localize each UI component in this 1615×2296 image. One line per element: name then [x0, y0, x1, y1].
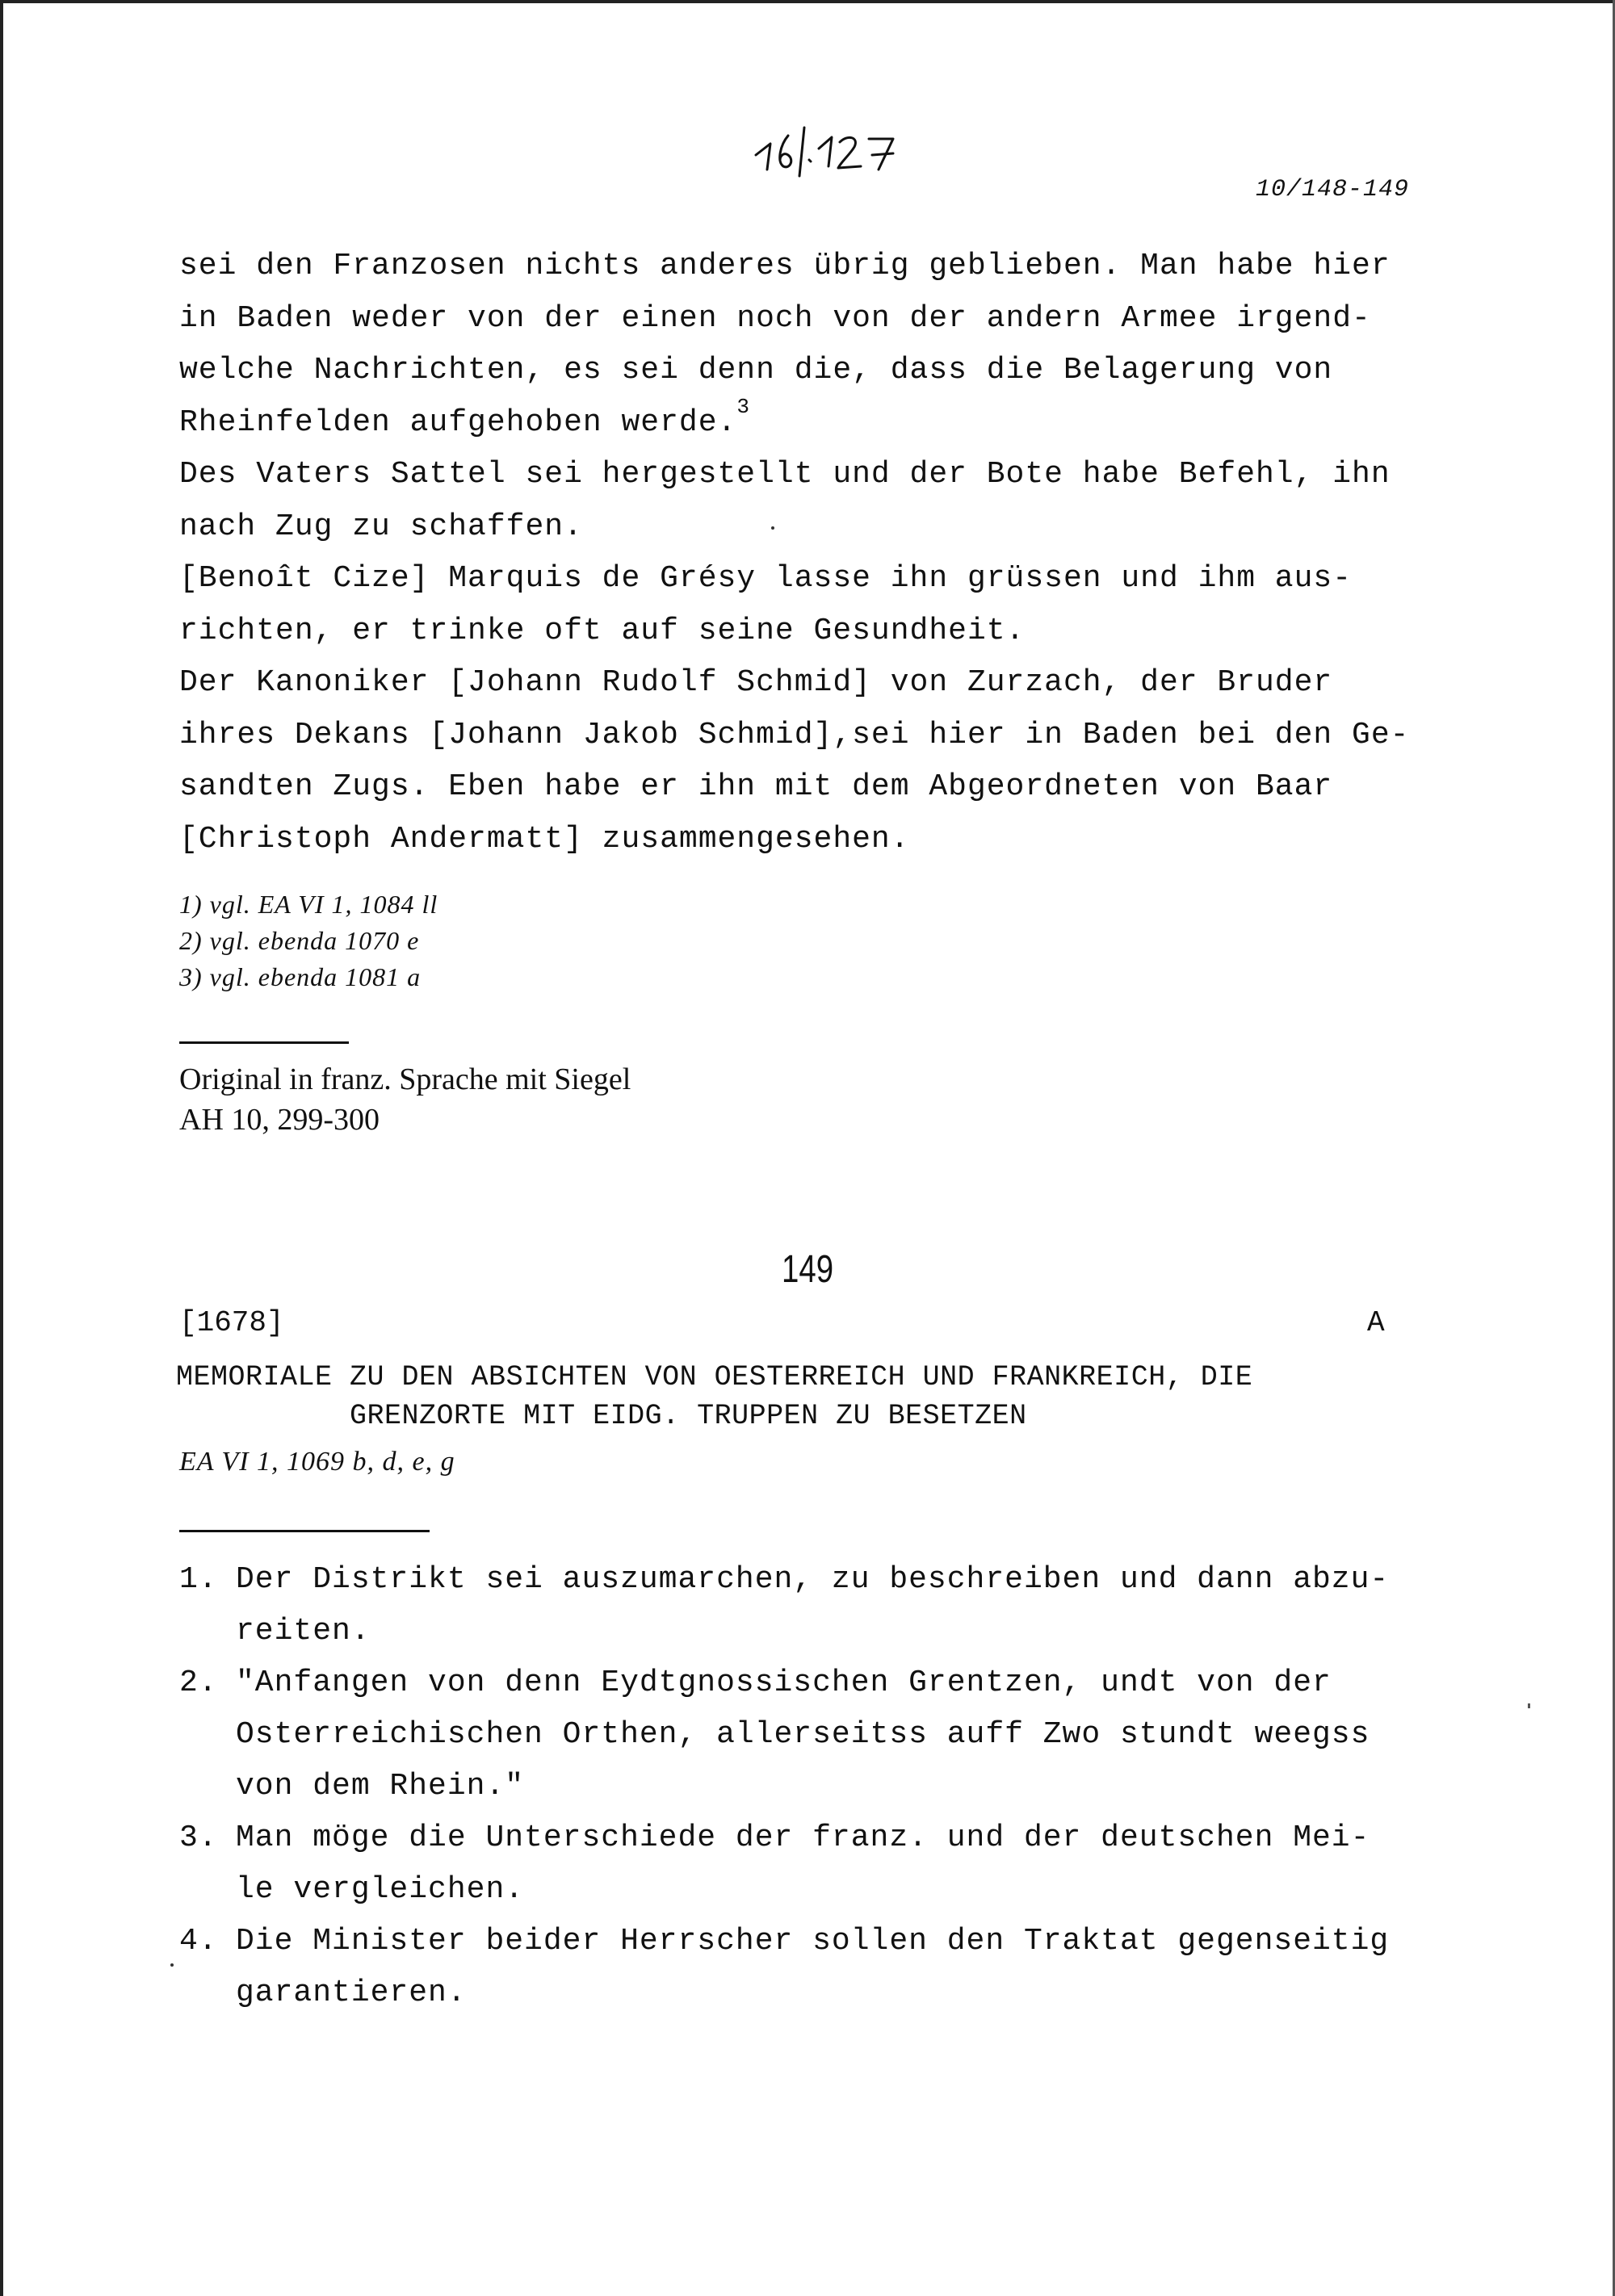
- footnotes: [179, 886, 438, 995]
- original-note: Original in franz. Sprache mit Siegel AH 10, 299-300: [179, 1062, 631, 1137]
- ink-speck: [1528, 1703, 1530, 1708]
- document-type: A: [1367, 1306, 1385, 1339]
- ink-speck: [771, 526, 774, 530]
- ink-speck: [170, 1963, 174, 1967]
- footnote: 3) vgl. ebenda 1081 a: [179, 962, 422, 991]
- scan-edge-top: [0, 0, 1615, 3]
- paragraph: Der Kanoniker [Johann Rudolf Schmid] von Zurzach, der Bruder ihres Dekans [Johann Jakob Schmid],sei hier in Baden bei den Ge-sandten Zugs. Eben habe er ihn mit dem Abgeordneten von Baar [Christoph Andermatt] zusammengesehen.: [179, 665, 1410, 857]
- footnote: 1) vgl. EA VI 1, 1084 ll: [179, 890, 438, 919]
- list-item: 3. Man möge die Unterschiede der franz. und der deutschen Mei- le vergleichen.: [179, 1820, 1370, 1907]
- document-date: [1678]: [179, 1306, 284, 1339]
- paragraph: Des Vaters Sattel sei hergestellt und der Bote habe Befehl, ihn nach Zug zu schaffen.: [179, 457, 1391, 544]
- list-item: 2. "Anfangen von denn Eydtgnossischen Grentzen, undt von der Osterreichischen Orthen, allerseitss auff Zwo stundt weegss von dem Rhein.": [179, 1665, 1370, 1804]
- list-item: 4. Die Minister beider Herrscher sollen den Traktat gegenseitig garantieren.: [179, 1924, 1390, 2010]
- memorial-list: [179, 1554, 1439, 2019]
- handwritten-number: [751, 113, 912, 186]
- page-reference: 10/148-149: [1256, 176, 1410, 203]
- continuation-text: [179, 241, 1439, 865]
- paragraph: [Benoît Cize] Marquis de Grésy lasse ihn grüssen und ihm aus-richten, er trinke oft auf seine Gesundheit.: [179, 561, 1353, 648]
- paragraph: sei den Franzosen nichts anderes übrig geblieben. Man habe hier in Baden weder von der einen noch von der andern Armee irgend-welche Nachrichten, es sei denn die, dass die Belagerung von Rheinfelden aufgehoben werde.$^3$: [179, 249, 1391, 440]
- scan-edge-left: [0, 0, 3, 2296]
- document-source: EA VI 1, 1069 b, d, e, g: [179, 1447, 455, 1477]
- separator-rule: [179, 1041, 349, 1044]
- list-item: 1. Der Distrikt sei auszumarchen, zu beschreiben und dann abzu- reiten.: [179, 1562, 1390, 1649]
- document-title: MEMORIALE ZU DEN ABSICHTEN VON OESTERREICH UND FRANKREICH, DIE GRENZORTE MIT EIDG. TRUPPEN ZU BESETZEN: [176, 1361, 1253, 1432]
- separator-rule: [179, 1530, 430, 1532]
- footnote: 2) vgl. ebenda 1070 e: [179, 926, 420, 955]
- document-number: 149: [782, 1248, 834, 1291]
- footnote-marker: 3: [736, 394, 750, 419]
